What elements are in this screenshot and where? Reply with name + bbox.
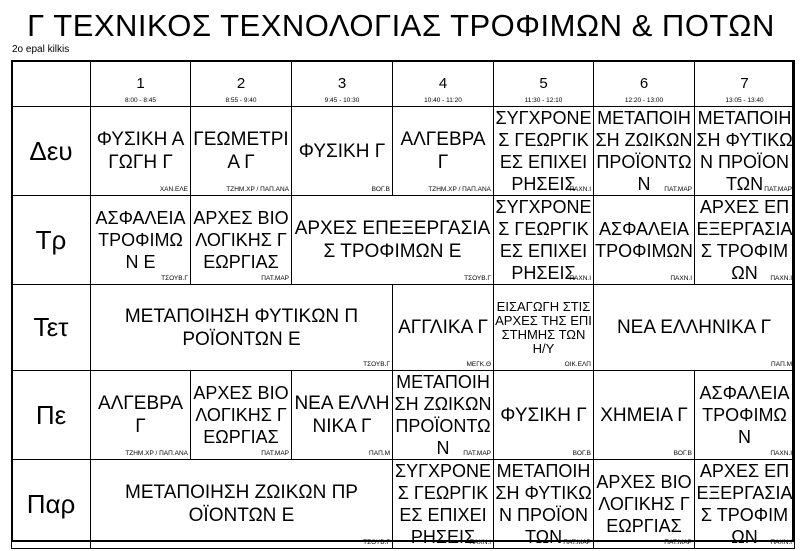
subject: ΜΕΤΑΠΟΙΗΣΗ ΖΩΙΚΩΝ ΠΡΟΪΟΝΤΩΝ Ε [125,482,358,526]
day-label: Τετ [12,285,91,371]
teacher: ΠΑΤ.ΜΑΡ [664,539,692,546]
teacher: ΠΑΤ.ΜΑΡ [261,275,289,282]
teacher: ΧΑΝ.ΕΛΕ [159,186,188,193]
period-time: 10:40 - 11:20 [424,97,462,104]
teacher: ΠΑΧΝ.Ι [670,275,692,282]
period-number: 6 [639,75,649,92]
period-time: 11:30 - 12:10 [524,97,563,104]
subject: ΜΕΤΑΠΟΙΗΣΗ ΖΩΙΚΩΝ ΠΡΟΪΟΝΤΩΝ [595,108,693,194]
teacher: ΠΑΧΝ.Ι [770,450,792,457]
subject: ΑΣΦΑΛΕΙΑ ΤΡΟΦΙΜΩΝ [699,383,790,447]
teacher: ΠΑΧΝ.Ι [569,275,591,282]
teacher: ΠΑΤ.ΜΑΡ [463,450,491,457]
teacher: ΤΖΗΜ.ΧΡ / ΠΑΠ.ΑΝΑ [428,186,491,193]
subject: ΑΡΧΕΣ ΒΙΟΛΟΓΙΚΗΣ ΓΕΩΡΓΙΑΣ [193,383,289,447]
teacher: ΠΑΧΝ.Ι [569,186,591,193]
subject: ΦΥΣΙΚΗ Γ [500,404,587,426]
subject: ΜΕΤΑΠΟΙΗΣΗ ΖΩΙΚΩΝ ΠΡΟΪΟΝΤΩΝ [394,372,492,458]
period-number: 5 [539,75,548,92]
period-time: 13:05 - 13:40 [725,97,764,104]
period-time: 8:55 - 9:40 [225,97,257,104]
subject: ΦΥΣΙΚΗ Γ [298,140,386,162]
period-number: 2 [236,75,246,92]
teacher: ΒΟΓ.Β [572,450,591,457]
teacher: ΒΟΓ.Β [673,450,692,457]
teacher: ΠΑΤ.ΜΑΡ [563,539,591,546]
teacher: ΠΑΤ.ΜΑΡ [664,186,692,193]
subject: ΦΥΣΙΚΗ ΑΓΩΓΗ Γ [96,129,185,173]
subject: ΑΛΓΕΒΡΑ Γ [97,393,184,437]
period-number: 7 [740,75,749,92]
period-time: 8:00 - 8:45 [124,97,157,104]
subject: ΓΕΩΜΕΤΡΙΑ Γ [193,129,289,173]
teacher: ΠΑΧΝ.Ι [469,539,491,546]
teacher: ΜΕΓΚ.Θ [466,361,491,368]
subject: ΑΡΧΕΣ ΕΠΕΞΕΡΓΑΣΙΑΣ ΤΡΟΦΙΜΩΝ [696,197,793,283]
teacher: ΤΣΟΥΒ.Γ [161,275,188,282]
subject: ΑΡΧΕΣ ΕΠΕΞΕΡΓΑΣΙΑΣ ΤΡΟΦΙΜΩΝ Ε [294,218,491,262]
subject: ΧΗΜΕΙΑ Γ [600,404,688,426]
teacher: ΠΑΠ.Μ [771,361,792,368]
teacher: ΤΣΟΥΒ.Γ [464,275,491,282]
subject: ΑΡΧΕΣ ΕΠΕΞΕΡΓΑΣΙΑΣ ΤΡΟΦΙΜΩΝ [696,461,793,547]
teacher: ΠΑΧΝ.Ι [770,539,792,546]
teacher: ΠΑΤ.ΜΑΡ [261,450,289,457]
teacher: ΤΖΗΜ.ΧΡ / ΠΑΠ.ΑΝΑ [226,186,289,193]
period-number: 3 [337,75,347,92]
period-number: 1 [136,75,145,92]
subject: ΑΣΦΑΛΕΙΑ ΤΡΟΦΙΜΩΝ [595,219,693,261]
day-label: Τρ [12,196,91,285]
subject: ΣΥΓΧΡΟΝΕΣ ΓΕΩΡΓΙΚΕΣ ΕΠΙΧΕΙΡΗΣΕΙΣ [495,108,592,194]
subject: ΝΕΑ ΕΛΛΗΝΙΚΑ Γ [294,393,390,437]
school-label: 2o epal kilkis [12,44,70,55]
day-label: Παρ [12,460,91,549]
subject: ΑΡΧΕΣ ΒΙΟΛΟΓΙΚΗΣ ΓΕΩΡΓΙΑΣ [596,472,692,536]
teacher: ΤΖΗΜ.ΧΡ / ΠΑΠ.ΑΝΑ [125,450,188,457]
day-label: Δευ [12,107,91,196]
period-time: 9:45 - 10:30 [324,97,360,104]
subject: ΑΓΓΛΙΚΑ Γ [398,317,488,338]
teacher: ΠΑΧΝ.Ι [770,275,792,282]
teacher: ΤΣΟΥΒ.Γ [363,361,390,368]
period-number: 4 [438,75,448,92]
page-title: Γ ΤΕΧΝΙΚΟΣ ΤΕΧΝΟΛΟΓΙΑΣ ΤΡΟΦΙΜΩΝ & ΠΟΤΩΝ [27,8,775,43]
subject: ΜΕΤΑΠΟΙΗΣΗ ΦΥΤΙΚΩΝ ΠΡΟΪΟΝΤΩΝ [696,108,793,194]
teacher: ΠΑΠ.Μ [369,450,390,457]
subject: ΑΡΧΕΣ ΒΙΟΛΟΓΙΚΗΣ ΓΕΩΡΓΙΑΣ [193,208,289,272]
subject: ΜΕΤΑΠΟΙΗΣΗ ΦΥΤΙΚΩΝ ΠΡΟΪΟΝΤΩΝ Ε [124,305,359,350]
teacher: ΤΣΟΥΒ.Γ [363,539,390,546]
subject: ΑΛΓΕΒΡΑ Γ [400,129,486,173]
period-time: 12:20 - 13:00 [624,97,664,104]
day-label: Πε [12,371,91,460]
teacher: ΟΙΚ.ΕΛΠ [564,361,591,368]
table-frame [11,60,794,542]
subject: ΑΣΦΑΛΕΙΑ ΤΡΟΦΙΜΩΝ Ε [95,208,186,272]
teacher: ΠΑΤ.ΜΑΡ [764,186,792,193]
subject: ΣΥΓΧΡΟΝΕΣ ΓΕΩΡΓΙΚΕΣ ΕΠΙΧΕΙΡΗΣΕΙΣ [495,197,592,283]
subject: ΜΕΤΑΠΟΙΗΣΗ ΦΥΤΙΚΩΝ ΠΡΟΪΟΝΤΩΝ [495,461,592,547]
subject: ΕΙΣΑΓΩΓΗ ΣΤΙΣ ΑΡΧΕΣ ΤΗΣ ΕΠΙΣΤΗΜΗΣ ΤΩΝ Η/Υ [495,298,592,356]
subject: ΣΥΓΧΡΟΝΕΣ ΓΕΩΡΓΙΚΕΣ ΕΠΙΧΕΙΡΗΣΕΙΣ [394,461,492,547]
subject: ΝΕΑ ΕΛΛΗΝΙΚΑ Γ [616,317,772,338]
teacher: ΒΟΓ.Β [371,186,390,193]
